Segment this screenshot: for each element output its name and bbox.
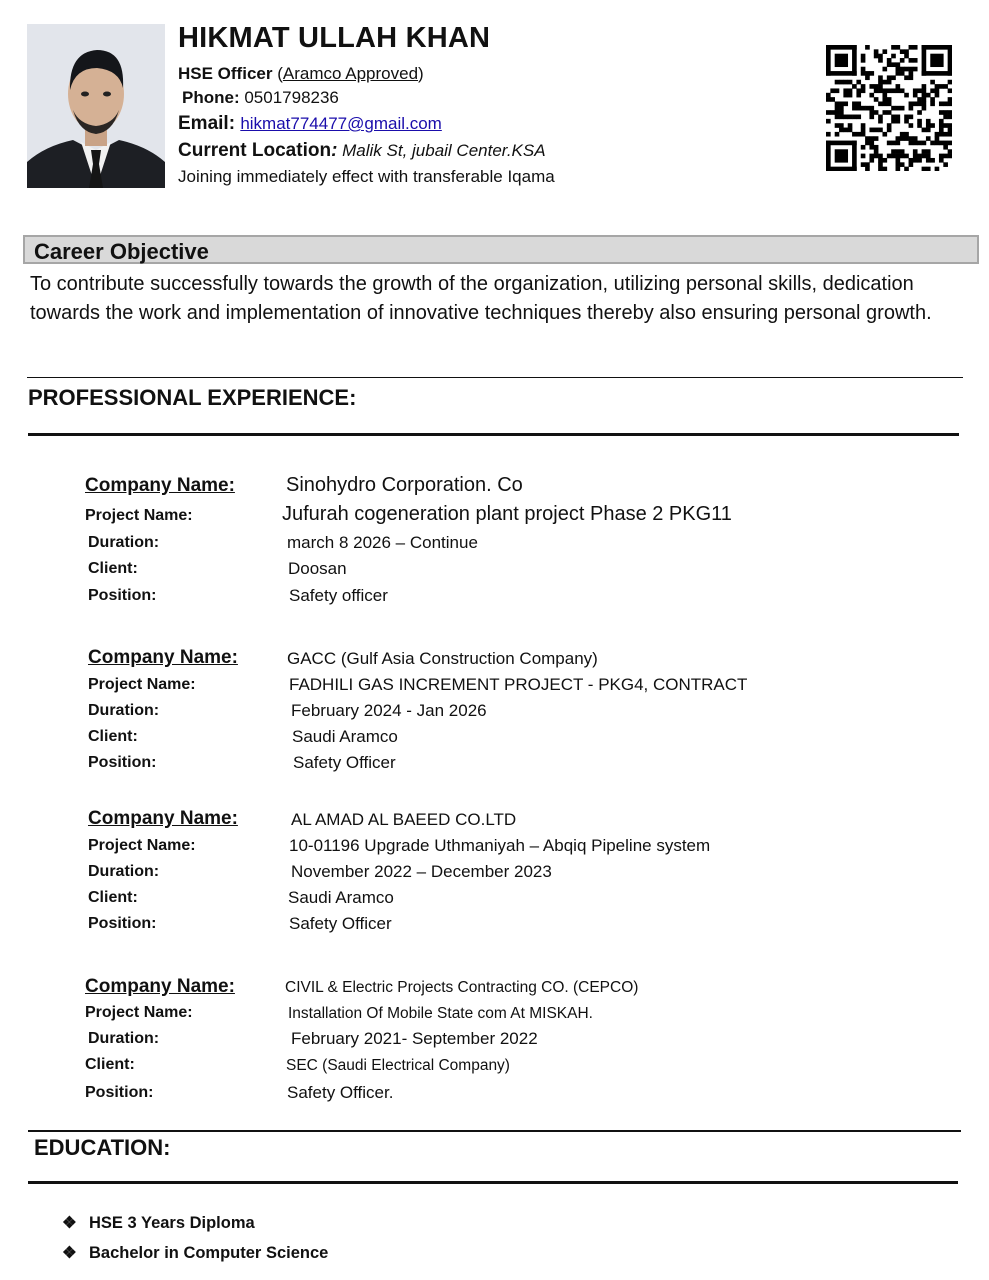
phone-number: 0501798236 (244, 88, 339, 107)
project-name: FADHILI GAS INCREMENT PROJECT - PKG4, CONTRACT (289, 675, 748, 694)
project-name: Installation Of Mobile State com At MISKAH. (288, 1005, 593, 1022)
company-name: Sinohydro Corporation. Co (286, 474, 523, 496)
candidate-name: HIKMAT ULLAH KHAN (178, 22, 491, 54)
position-label: Position: (88, 915, 157, 932)
project-label: Project Name: (88, 676, 196, 693)
phone-line (182, 88, 339, 108)
position-value: Safety officer (289, 586, 388, 605)
location-value: Malik St, jubail Center.KSA (337, 141, 546, 160)
client-label: Client: (85, 1056, 135, 1073)
email-line (178, 113, 442, 135)
education-item (62, 1243, 328, 1263)
email-label: Email: (178, 113, 236, 134)
education-item-label: HSE 3 Years Diploma (89, 1214, 255, 1232)
company-label: Company Name: (88, 647, 238, 668)
duration-value: march 8 2026 – Continue (287, 533, 478, 552)
client-value: Saudi Aramco (292, 727, 398, 746)
duration-label: Duration: (88, 863, 160, 880)
company-name: AL AMAD AL BAEED CO.LTD (291, 810, 517, 829)
client-value: Saudi Aramco (288, 888, 394, 907)
title-note-close: ) (418, 64, 424, 83)
position-value: Safety Officer (293, 753, 396, 772)
location-colon: : (331, 140, 338, 161)
experience-heading: PROFESSIONAL EXPERIENCE: (28, 385, 357, 410)
job-title: HSE Officer (178, 64, 273, 83)
diamond-bullet-icon: ❖ (62, 1244, 77, 1262)
project-name: 10-01196 Upgrade Uthmaniyah – Abqiq Pipeline system (289, 836, 711, 855)
client-label: Client: (88, 560, 138, 577)
divider (28, 433, 959, 436)
duration-value: February 2021- September 2022 (291, 1029, 538, 1048)
company-label: Company Name: (85, 976, 235, 997)
project-label: Project Name: (88, 837, 196, 854)
position-label: Position: (88, 754, 157, 771)
company-label: Company Name: (85, 475, 235, 496)
project-name: Jufurah cogeneration plant project Phase 2 PKG11 (282, 503, 732, 525)
education-item (62, 1213, 255, 1233)
company-name: CIVIL & Electric Projects Contracting CO. (CEPCO) (285, 979, 639, 996)
duration-label: Duration: (88, 702, 160, 719)
company-name: GACC (Gulf Asia Construction Company) (287, 649, 598, 668)
phone-label: Phone: (182, 88, 240, 107)
career-objective-heading: Career Objective (34, 239, 209, 264)
client-label: Client: (88, 889, 138, 906)
divider (27, 377, 963, 378)
duration-value: February 2024 - Jan 2026 (291, 701, 487, 720)
availability-note: Joining immediately effect with transferable Iqama (178, 167, 555, 186)
location-label: Current Location (178, 140, 332, 161)
email-link[interactable]: hikmat774477@gmail.com (240, 114, 442, 133)
approval-note: Aramco Approved (282, 64, 419, 83)
qr-code (826, 45, 952, 171)
divider (28, 1130, 961, 1132)
title-note-open: ( (277, 64, 283, 83)
client-label: Client: (88, 728, 138, 745)
company-label: Company Name: (88, 808, 238, 829)
location-line (178, 140, 546, 162)
position-label: Position: (85, 1084, 154, 1101)
position-label: Position: (88, 587, 157, 604)
education-heading: EDUCATION: (34, 1135, 171, 1160)
project-label: Project Name: (85, 1004, 193, 1021)
career-objective-text: To contribute successfully towards the growth of the organization, utilizing personal skills, dedication towards the work and implementation of innovative techniques thereby also ensuring personal growth. (30, 273, 932, 324)
career-objective-heading-bar (23, 235, 979, 264)
duration-label: Duration: (88, 1030, 160, 1047)
duration-value: November 2022 – December 2023 (291, 862, 552, 881)
position-value: Safety Officer (289, 914, 392, 933)
client-value: SEC (Saudi Electrical Company) (286, 1057, 510, 1074)
position-value: Safety Officer. (287, 1083, 394, 1102)
education-item-label: Bachelor in Computer Science (89, 1244, 329, 1262)
profile-photo (27, 24, 165, 188)
duration-label: Duration: (88, 534, 160, 551)
divider (28, 1181, 958, 1184)
job-title-line (178, 64, 424, 84)
diamond-bullet-icon: ❖ (62, 1214, 77, 1232)
project-label: Project Name: (85, 507, 193, 524)
client-value: Doosan (288, 559, 347, 578)
